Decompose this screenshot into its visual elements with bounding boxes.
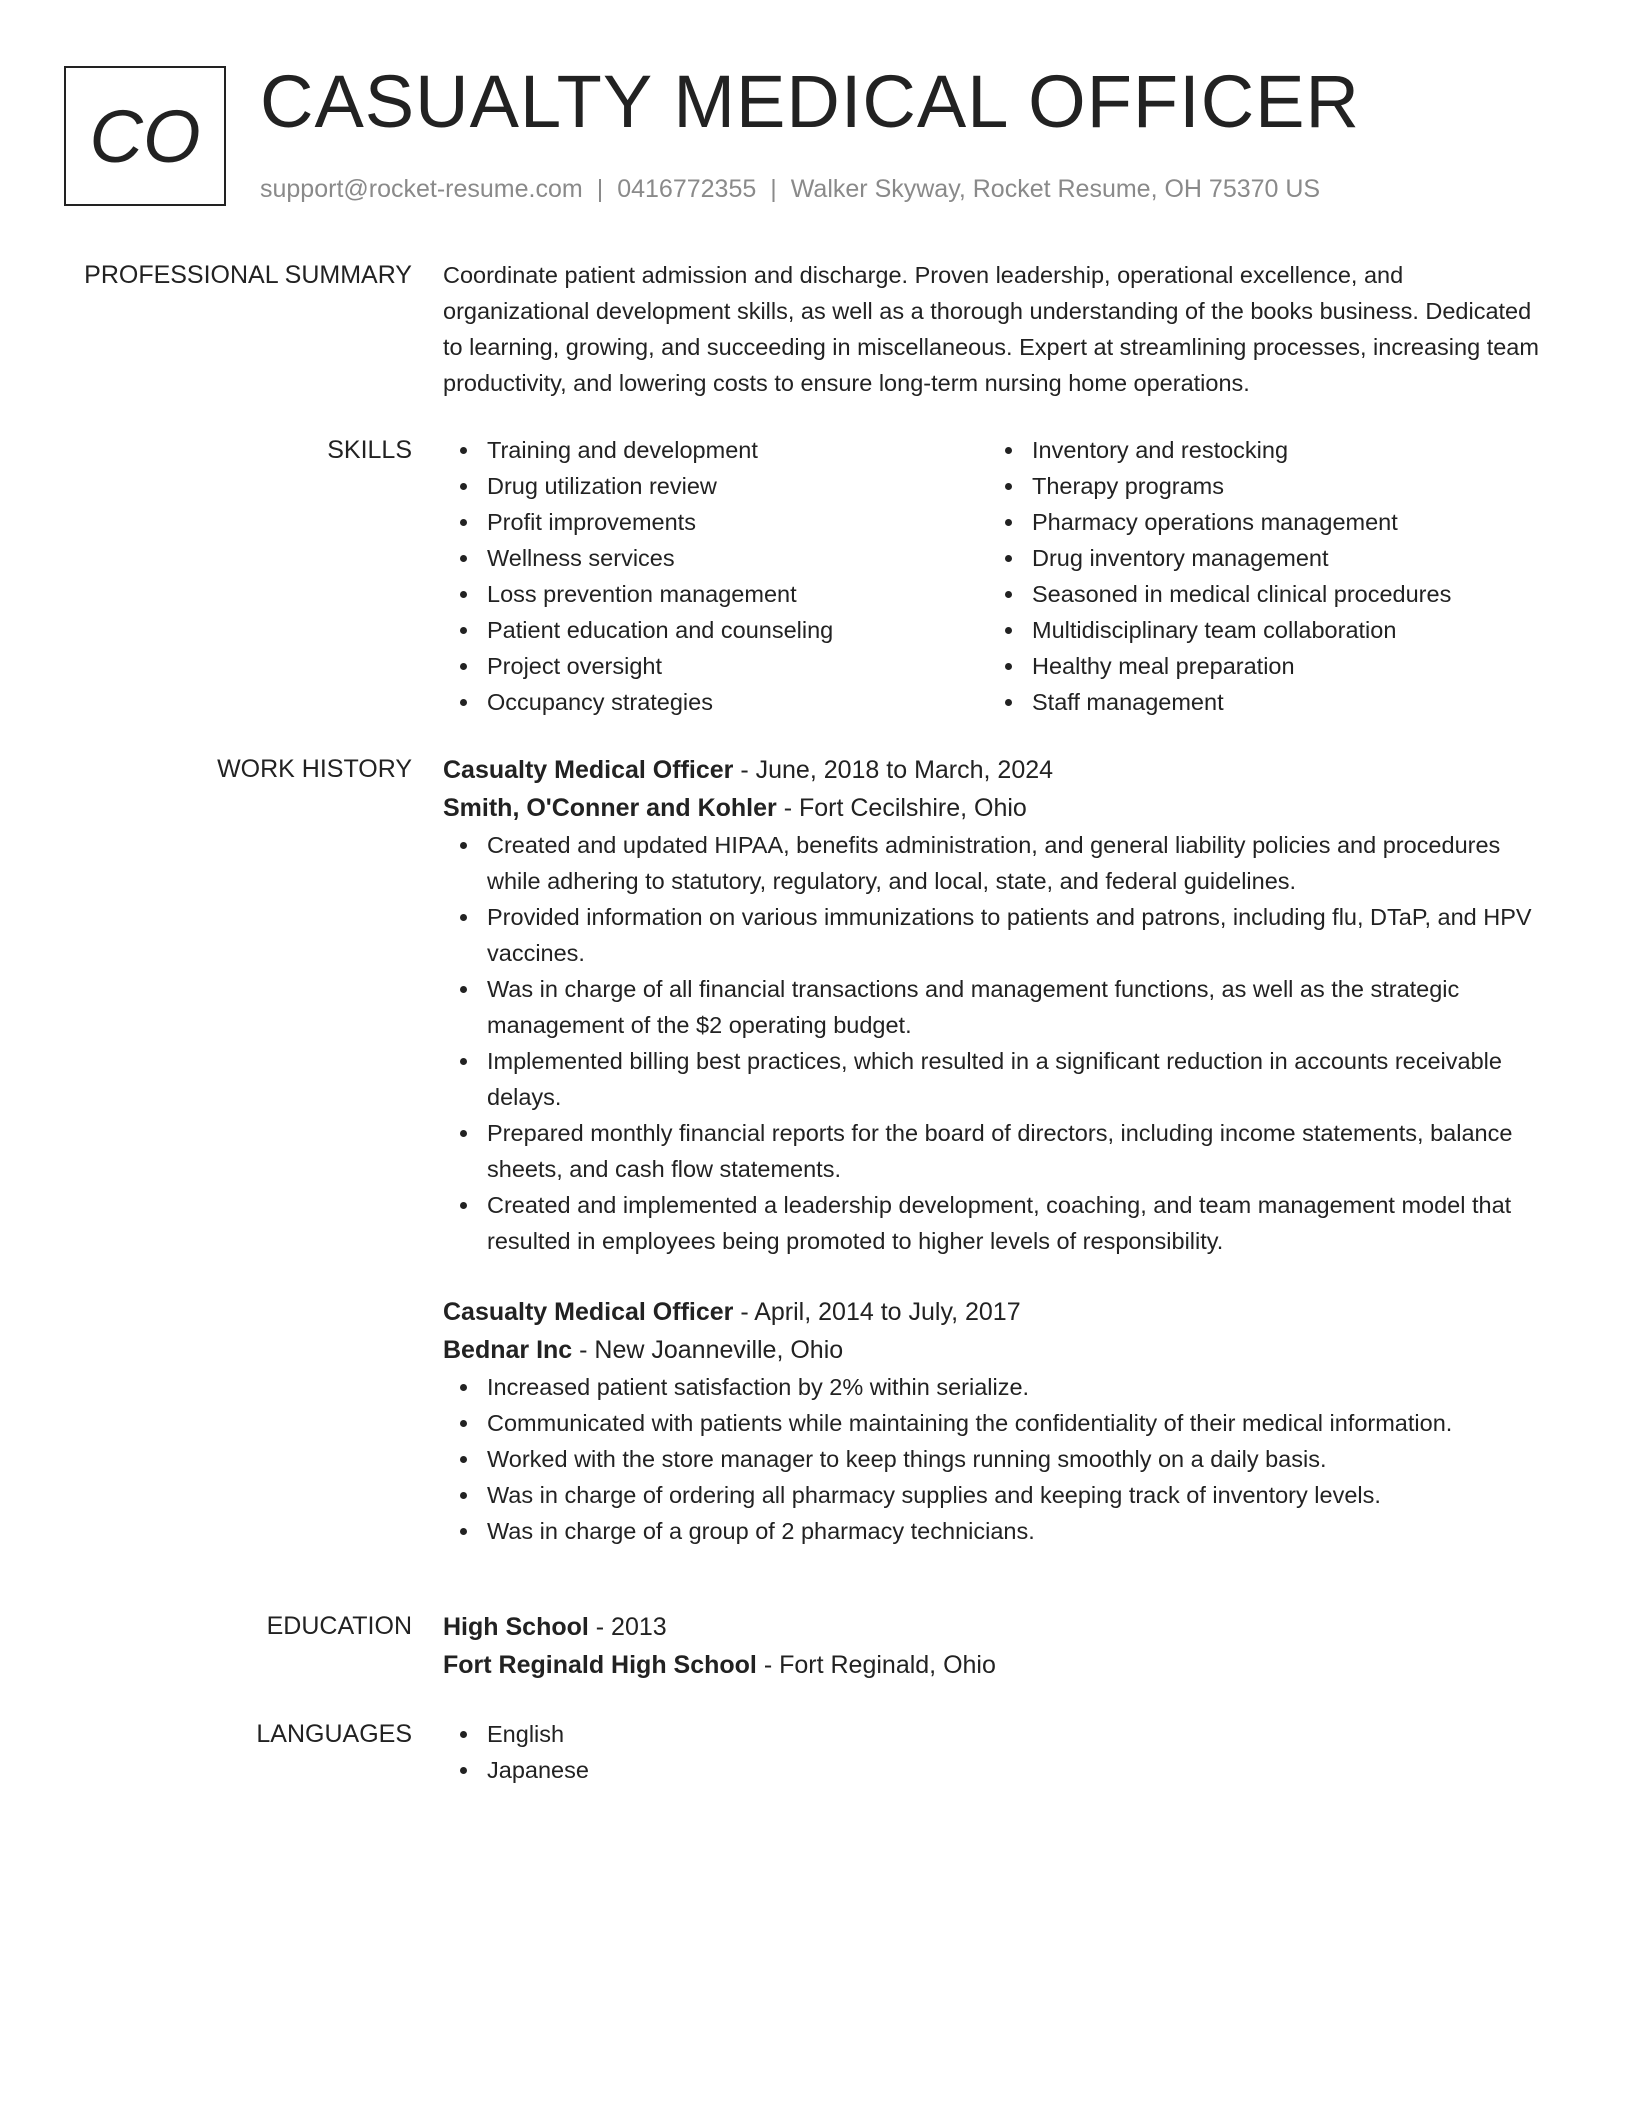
contact-phone[interactable]: 0416772355 — [617, 175, 757, 203]
languages-list — [443, 1716, 1553, 1788]
contact-separator: | — [596, 175, 604, 203]
skill-item: Drug utilization review — [443, 468, 988, 504]
job-location: - New Joanneville, Ohio — [572, 1336, 844, 1364]
monogram-box — [64, 66, 226, 206]
job-duty: Was in charge of a group of 2 pharmacy technicians. — [443, 1513, 1553, 1549]
skill-item: Project oversight — [443, 648, 988, 684]
education-degree-line — [443, 1608, 1553, 1646]
job-duty: Worked with the store manager to keep things running smoothly on a daily basis. — [443, 1441, 1553, 1477]
education-degree: High School — [443, 1613, 589, 1641]
education-year: - 2013 — [588, 1613, 667, 1641]
skills-body — [443, 432, 1553, 720]
skill-item: Pharmacy operations management — [988, 504, 1533, 540]
job-duty: Provided information on various immunizations to patients and patrons, including flu, DTaP, and HPV vaccines. — [443, 899, 1553, 971]
education-body — [443, 1608, 1553, 1684]
education-location: - Fort Reginald, Ohio — [756, 1651, 996, 1679]
work-history-heading: WORK HISTORY — [217, 755, 412, 783]
job-location: - Fort Cecilshire, Ohio — [776, 794, 1027, 822]
job-entry — [443, 751, 1553, 1259]
summary-text: Coordinate patient admission and discharge. Proven leadership, operational excellence, and organizational development skills, as well as a thorough understanding of the books business. Dedicated to learning, growing, and succeeding in miscellaneous. Expert at streamlining processes, increasing team productivity, and lowering costs to ensure long-term nursing home operations. — [443, 262, 1539, 396]
skill-item: Loss prevention management — [443, 576, 988, 612]
skills-columns — [443, 432, 1553, 720]
languages-body — [443, 1716, 1553, 1788]
contact-address: Walker Skyway, Rocket Resume, OH 75370 US — [790, 175, 1321, 203]
candidate-name: CASUALTY MEDICAL OFFICER — [260, 60, 1360, 143]
contact-line — [260, 174, 1320, 204]
skill-item: Drug inventory management — [988, 540, 1533, 576]
job-company: Bednar Inc — [443, 1336, 573, 1364]
job-title-line — [443, 1293, 1553, 1331]
job-duty: Created and updated HIPAA, benefits administration, and general liability policies and procedures while adhering to statutory, regulatory, and local, state, and federal guidelines. — [443, 827, 1553, 899]
skills-list-right — [988, 432, 1533, 720]
contact-email[interactable]: support@rocket-resume.com — [260, 175, 583, 203]
job-duty: Created and implemented a leadership development, coaching, and team management model that resulted in employees being promoted to higher levels of responsibility. — [443, 1187, 1553, 1259]
job-entry — [443, 1293, 1553, 1549]
work-history-body — [443, 751, 1553, 1549]
skills-list-left — [443, 432, 988, 720]
job-title: Casualty Medical Officer — [443, 1298, 734, 1326]
skill-item: Training and development — [443, 432, 988, 468]
job-duties-list — [443, 827, 1553, 1259]
skill-item: Patient education and counseling — [443, 612, 988, 648]
job-company-line — [443, 1331, 1553, 1369]
skill-item: Healthy meal preparation — [988, 648, 1533, 684]
education-heading: EDUCATION — [266, 1612, 412, 1640]
language-item: English — [443, 1716, 1553, 1752]
skill-item: Occupancy strategies — [443, 684, 988, 720]
job-duty: Was in charge of ordering all pharmacy supplies and keeping track of inventory levels. — [443, 1477, 1553, 1513]
skill-item: Staff management — [988, 684, 1533, 720]
skill-item: Multidisciplinary team collaboration — [988, 612, 1533, 648]
skill-item: Seasoned in medical clinical procedures — [988, 576, 1533, 612]
job-duty: Was in charge of all financial transactions and management functions, as well as the strategic management of the $2 operating budget. — [443, 971, 1553, 1043]
skill-item: Wellness services — [443, 540, 988, 576]
skill-item: Inventory and restocking — [988, 432, 1533, 468]
languages-heading: LANGUAGES — [256, 1720, 412, 1748]
summary-heading: PROFESSIONAL SUMMARY — [84, 261, 412, 289]
contact-separator: | — [770, 175, 777, 203]
job-company-line — [443, 789, 1553, 827]
job-company: Smith, O'Conner and Kohler — [443, 794, 777, 822]
job-duty: Implemented billing best practices, which resulted in a significant reduction in accounts receivable delays. — [443, 1043, 1553, 1115]
skill-item: Profit improvements — [443, 504, 988, 540]
skill-item: Therapy programs — [988, 468, 1533, 504]
job-duty: Prepared monthly financial reports for the board of directors, including income statements, balance sheets, and cash flow statements. — [443, 1115, 1553, 1187]
job-dates: - June, 2018 to March, 2024 — [733, 756, 1054, 784]
job-dates: - April, 2014 to July, 2017 — [733, 1298, 1021, 1326]
education-school-line — [443, 1646, 1553, 1684]
job-title-line — [443, 751, 1553, 789]
job-duties-list — [443, 1369, 1553, 1549]
job-duty: Increased patient satisfaction by 2% within serialize. — [443, 1369, 1553, 1405]
monogram-initials: CO — [89, 94, 201, 178]
skills-heading: SKILLS — [327, 436, 412, 464]
job-title: Casualty Medical Officer — [443, 756, 734, 784]
education-school: Fort Reginald High School — [443, 1651, 757, 1679]
language-item: Japanese — [443, 1752, 1553, 1788]
summary-body — [443, 257, 1553, 401]
job-duty: Communicated with patients while maintaining the confidentiality of their medical information. — [443, 1405, 1553, 1441]
